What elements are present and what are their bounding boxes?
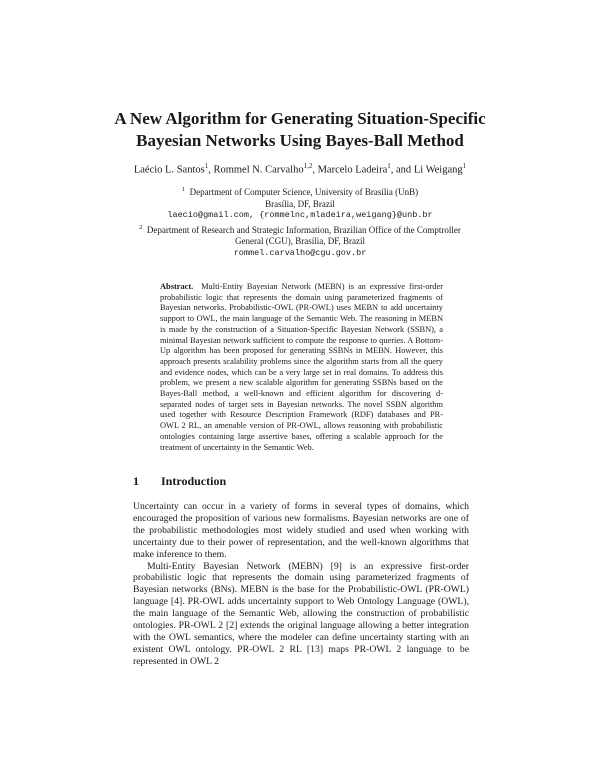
author-separator: , bbox=[208, 164, 214, 176]
section-title: Introduction bbox=[161, 474, 227, 488]
introduction-body bbox=[133, 501, 469, 668]
author-name: Marcelo Ladeira bbox=[317, 164, 388, 176]
affiliation-2-line-2: General (CGU), Brasília, DF, Brazil bbox=[235, 236, 365, 246]
author-separator: , and bbox=[390, 164, 414, 176]
abstract-label: Abstract. bbox=[160, 282, 194, 291]
author-name: Laécio L. Santos bbox=[133, 164, 205, 176]
abstract bbox=[160, 282, 443, 453]
affiliation-2-mark: 2 bbox=[139, 223, 143, 231]
author-name: Li Weigang bbox=[413, 164, 463, 176]
author-separator: , bbox=[312, 164, 318, 176]
abstract-text: Multi-Entity Bayesian Network (MEBN) is an expressive first-order probabilistic logic that represents the domain using parameterized fragments of Bayesian networks. Probabilistic-OWL (PR-OWL) uses MEBN to add uncertainty support to OWL, the main language of the Semantic Web. The reasoning in MEBN is made by the construction of a Situation-Specific Bayesian Network (SSBN), a minimal Bayesian network sufficient to compute the response to queries. A Bottom-Up algorithm has been proposed for generating SSBNs in MEBN. However, this approach presents scalability problems since the algorithm starts from all the query and evidence nodes, which can be a very large set in real domains. To address this problem, we present a new scalable algorithm for generating SSBNs based on the Bayes-Ball method, a well-known and efficient algorithm for discovering d-separated nodes of target sets in Bayesian networks. The novel SSBN algorithm used together with Resource Description Framework (RDF) databases and PR-OWL 2 RL, an amenable version of PR-OWL, allows reasoning with probabilistic ontologies containing large assertive bases, offering a scalable approach for the treatment of uncertainty in the Semantic Web. bbox=[160, 282, 443, 452]
section-heading-introduction bbox=[133, 474, 226, 489]
title-line-2: Bayesian Networks Using Bayes-Ball Method bbox=[136, 131, 464, 150]
author-affiliation-mark: 1 bbox=[387, 162, 391, 170]
author-affiliation-mark: 1 bbox=[204, 162, 209, 170]
affiliations bbox=[100, 184, 500, 259]
affiliation-2-email: rommel.carvalho@cgu.gov.br bbox=[233, 247, 367, 258]
author-affiliation-mark: 1 bbox=[462, 162, 467, 170]
author-affiliation-mark: 1,2 bbox=[303, 162, 313, 170]
section-number: 1 bbox=[133, 474, 139, 488]
affiliation-2-line-1: $^2$ Department of Research and Strategic Information, Brazilian Office of the Comptroller bbox=[139, 223, 461, 235]
affiliation-1-line-1: $^1$ Department of Computer Science, University of Brasília (UnB) bbox=[181, 186, 419, 197]
title-line-1: A New Algorithm for Generating Situation-Specific bbox=[114, 109, 486, 128]
author-name: Rommel N. Carvalho bbox=[213, 164, 304, 176]
author-list bbox=[60, 162, 540, 176]
paragraph: Uncertainty can occur in a variety of forms in several types of domains, which encouraged the proposition of various new formalisms. Bayesian networks are one of the probabilistic methodologies most widely studied and used when working with uncertainty due to their power of representation, and the well-known algorithms that make inference to them. bbox=[133, 501, 469, 560]
affiliation-1-email: laecio@gmail.com, {rommelnc,mladeira,weigang}@unb.br bbox=[167, 210, 433, 220]
affiliation-1-mark: 1 bbox=[181, 186, 186, 193]
affiliation-1-line-2: Brasília, DF, Brazil bbox=[265, 198, 335, 209]
paper-title bbox=[60, 108, 540, 152]
paragraph: Multi-Entity Bayesian Network (MEBN) [9] is an expressive first-order probabilistic logic that represents the domain using parameterized fragments of Bayesian networks (BNs). MEBN is the base for the Probabilistic-OWL (PR-OWL) language [4]. PR-OWL adds uncertainty support to Web Ontology Language (OWL), the main language of the Semantic Web, allowing the construction of probabilistic ontologies. PR-OWL 2 [2] extends the original language allowing a better integration with the OWL semantics, where the modeler can define uncertainty starting with an existent OWL ontology. PR-OWL 2 RL [13] maps PR-OWL 2 language to be represented in OWL 2 bbox=[133, 560, 469, 667]
